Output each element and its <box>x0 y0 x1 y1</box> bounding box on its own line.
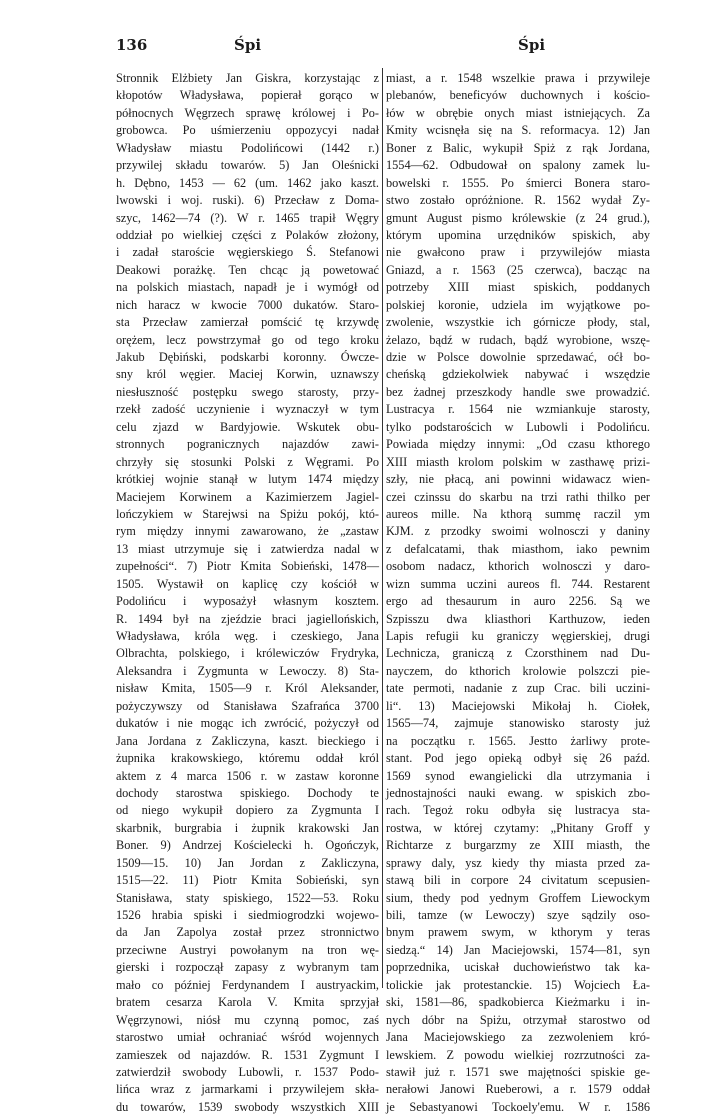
text-line: bez żadnej przeszkody handle swe prowadzić. <box>386 384 650 399</box>
text-line: Lechnicza, graniczą z Czorsthinem nad Du- <box>386 646 650 661</box>
text-line: pożyczywszy od Stanisława Szafrańca 3700 <box>116 698 379 713</box>
text-line: niesłuszność postępku swego starosty, przy- <box>116 384 379 399</box>
text-line: Podolińcu i wyposażył własnym kosztem. <box>116 594 379 609</box>
page-number: 136 <box>116 36 148 54</box>
text-line: bowelski r. 1555. Po śmierci Bonera staro- <box>386 175 650 190</box>
text-line: 1554—62. Odbudował on spalony zamek lu- <box>386 158 650 173</box>
text-line: stawił już r. 1571 swe majętności spiskie ge- <box>386 1064 650 1079</box>
text-line: li“. 13) Maciejowski Mikołaj h. Ciołek, <box>386 698 650 713</box>
text-line: Maciejem Korwinem a Kazimierzem Jagiel- <box>116 489 379 504</box>
text-line: lińca wraz z jarmarkami i przywilejem skła- <box>116 1082 379 1097</box>
text-line: szyc, 1462—74 (?). W r. 1465 trapił Węgry <box>116 210 379 225</box>
text-line: Boner. 9) Andrzej Kościelecki h. Ogończyk, <box>116 838 379 853</box>
text-line: zatwierdził swobody Lubowli, r. 1537 Podo- <box>116 1064 379 1079</box>
text-line: sta Przecław zamierzał pomścić tę krzywdę <box>116 315 379 330</box>
text-line: Olbrachta, polskiego, i królewiczów Frydryka, <box>116 646 379 661</box>
text-line: da Jan Zapolya został przez stronnictwo <box>116 925 379 940</box>
text-line: szły, nie płacą, ani powinni widawacz wien- <box>386 472 650 487</box>
text-line: je Sebastyanowi Tockoely'emu. W r. 1586 <box>386 1099 650 1114</box>
text-line: Deakowi porażkę. Ten chcąc ją powetować <box>116 262 379 277</box>
text-line: Jakub Dębiński, podskarbi koronny. Ówcze- <box>116 350 379 364</box>
left-text-column <box>116 70 379 1116</box>
text-line: Kmity wcisnęła się na S. reformacya. 12) Jan <box>386 123 650 138</box>
text-line: bnym prawem swym, w kthorym y teras <box>386 925 650 940</box>
text-line: nych dóbr na Spiżu, otrzymał starostwo od <box>386 1012 650 1027</box>
text-line: h. Dębno, 1453 — 62 (um. 1462 jako kaszt. <box>116 175 379 190</box>
text-line: przeciwne Austryi powołanym na tron wę- <box>116 942 379 957</box>
text-line: rzekł zadość uczynienie i wyznaczył w tym <box>116 402 379 417</box>
text-line: północnych Węgrzech sprawę królowej i Po- <box>116 105 379 120</box>
text-line: nich haracz w kwocie 7000 dukatów. Staro- <box>116 297 379 312</box>
text-line: Węgrzynowi, niósł mu czynną pomoc, zaś <box>116 1012 379 1027</box>
text-line: R. 1494 był na zjeździe braci jagiellońskich, <box>116 611 379 626</box>
text-line: stronnych pogranicznych najazdów zawi- <box>116 437 379 452</box>
text-line: zwolenie, wszystkie ich górnicze płody, stal, <box>386 315 650 330</box>
text-line: plebanów, beneficyów duchownych i kościo- <box>386 88 650 103</box>
text-line: 1569 synod ewangielicki dla utrzymania i <box>386 768 650 783</box>
text-line: KJM. z przodky swoimi wolnosczi y daniny <box>386 524 650 539</box>
text-line: dochody starostwa spiskiego. Dochody te <box>116 785 379 800</box>
text-line: Richtarze z burgarzmy ze XIII miasth, the <box>386 838 650 853</box>
text-line: Gniazd, a r. 1563 (25 czerwca), bacząc na <box>386 262 650 277</box>
text-line: 1505. Wystawił on kaplicę czy kościół w <box>116 576 379 591</box>
text-line: Powiada między innymi: „Od czasu kthorego <box>386 437 650 452</box>
text-line: nerałowi Janowi Rueberowi, a r. 1579 oddał <box>386 1082 650 1097</box>
text-line: lwowski i woj. ruski). 6) Przecław z Doma- <box>116 193 379 208</box>
text-line: 1565—74, zajmuje stanowisko starosty już <box>386 716 650 731</box>
text-line: celu zjazd w Bardyjowie. Wskutek obu- <box>116 419 379 434</box>
text-line: zamieszek od najazdów. R. 1531 Zygmunt I <box>116 1047 379 1062</box>
left-running-head: Śpi <box>234 36 262 54</box>
text-line: bili, tamze (w Lewoczy) szye sądzily oso- <box>386 908 650 922</box>
column-divider <box>382 68 383 988</box>
text-line: i zadał staroście węgierskiego Ś. Stefanowi <box>116 245 379 260</box>
text-line: przywilej składu towarów. 5) Jan Oleśnicki <box>116 158 379 173</box>
right-running-head: Śpi <box>518 36 546 54</box>
text-line: siedzą.“ 14) Jan Maciejowski, 1574—81, syn <box>386 942 650 957</box>
text-line: gierski i rozpoczął zapasy z wybranym tam <box>116 960 379 975</box>
text-line: sium, thedy pod yednym Groffem Liewockym <box>386 890 650 905</box>
text-line: 1509—15. 10) Jan Jordan z Zakliczyna, <box>116 855 379 870</box>
text-line: gmunt August pismo królewskie (z 24 grud.), <box>386 210 650 225</box>
text-line: potrzeby XIII miast spiskich, poddanych <box>386 280 650 295</box>
text-line: czei czinssu do skarbu na trzi rathi thilko per <box>386 489 650 504</box>
text-line: ergo ad thesaurum in auro 2256. Są we <box>386 594 650 609</box>
text-line: skarbnik, burgrabia i żupnik krakowski Jan <box>116 820 379 835</box>
text-line: na polskich miastach, napadł je i wymógł od <box>116 280 379 295</box>
text-line: Stronnik Elżbiety Jan Giskra, korzystając z <box>116 71 379 85</box>
text-line: polskiej koronie, udziela im wyjątkowe po- <box>386 297 650 312</box>
text-line: od niego wykupił dopiero za Zygmunta I <box>116 803 379 818</box>
text-line: ski, 1581—86, spadkobierca Kieżmarku i in- <box>386 995 650 1010</box>
text-line: Jana Maciejowskiego za zezwoleniem kró- <box>386 1030 650 1045</box>
text-line: du towarów, 1539 swobody wszystkich XIII <box>116 1099 379 1114</box>
page-header <box>116 36 636 56</box>
text-line: dukatów i nie mogąc ich zwrócić, pożyczył od <box>116 716 379 731</box>
text-line: 1526 hrabia spiski i siedmiogrodzki wojewo- <box>116 908 379 922</box>
text-line: rach. Tegoż roku odbyła się lustracya sta- <box>386 803 650 818</box>
text-line: osobom nadacz, kthorich wolnosczi y daro- <box>386 559 650 574</box>
text-line: tate permoti, nadanie z zup Crac. bili uczini- <box>386 681 650 696</box>
text-line: nayczem, do kthorich krolowie polszczi pie- <box>386 663 650 678</box>
text-line: stwo zostało opróżnione. R. 1562 wydał Zy- <box>386 193 650 208</box>
text-line: jednostajności nauki ewang. w spiskich zbo- <box>386 785 650 800</box>
text-line: Boner z Balic, wykupił Spiż z rąk Jordana, <box>386 140 650 155</box>
text-line: Aleksandra i Zygmunta w Lewoczy. 8) Sta- <box>116 663 379 678</box>
text-line: Władysław miastu Podolińcowi (1442 r.) <box>116 140 379 155</box>
text-line: poprzednika, uciskał duchowieństwo tak ka- <box>386 960 650 975</box>
text-line: zupełności“. 7) Piotr Kmita Sobieński, 1478— <box>116 559 379 574</box>
text-line: cheńską gdziekolwiek nabywać i wszędzie <box>386 367 650 382</box>
text-line: krótkiej wojnie stanął w lutym 1474 między <box>116 472 379 487</box>
text-line: którym upomina urzędników spiskich, aby <box>386 227 650 242</box>
text-line: lończykiem w Starejwsi na Spiżu pokój, któ- <box>116 506 379 521</box>
text-line: stawą bili in corpore 24 civitatum scepusien- <box>386 873 650 888</box>
right-text-column <box>386 70 650 1116</box>
text-line: nie gwałcono praw i przywilejów miasta <box>386 245 650 260</box>
text-line: Władysława, króla węg. i czeskiego, Jana <box>116 629 379 643</box>
text-line: chrzyły się stosunki Polski z Węgrami. Po <box>116 454 379 469</box>
text-line: aureos mille. Na kthorą summę raczil ym <box>386 506 650 521</box>
text-line: XIII miasth krolom polskim w zasthawę prizi- <box>386 454 650 469</box>
text-line: żupnika krakowskiego, któremu oddał król <box>116 751 379 766</box>
text-line: kłopotów Władysława, popierał gorąco w <box>116 88 379 103</box>
text-line: Lapis refugii ku graniczy węgierskiej, drugi <box>386 629 650 643</box>
text-line: wizn summa uczini aureos fl. 744. Restarent <box>386 576 650 591</box>
text-line: sprawy daly, ysz kiedy thy miasta przed za- <box>386 855 650 870</box>
text-line: bratem cesarza Karola V. Kmita sprzyjał <box>116 995 379 1010</box>
text-line: dzie w Polsce dowolnie sprzedawać, oćł bo- <box>386 350 650 364</box>
text-line: rostwa, w której czytamy: „Phitany Groff y <box>386 820 650 835</box>
text-line: grobowca. Po uśmierzeniu oppozycyi nadał <box>116 123 379 138</box>
text-line: z defalcatami, thak miasthom, iako pewnim <box>386 541 650 556</box>
text-line: mało co później Ferdynandem I austryackim, <box>116 977 379 992</box>
text-line: 13 miast utrzymuje się i zatwierdza nadal w <box>116 541 379 556</box>
text-line: łów w obrębie onych miast istniejących. Za <box>386 105 650 120</box>
text-line: stant. Pod jego opieką odbył się 26 paźd. <box>386 751 650 766</box>
text-line: rym między innymi zawarowano, że „zastaw <box>116 524 379 539</box>
text-line: orężem, lecz powstrzymał go od tego kroku <box>116 332 379 347</box>
text-line: Stanisława, staty spiskiego, 1522—53. Roku <box>116 890 379 905</box>
text-line: nisław Kmita, 1505—9 r. Król Aleksander, <box>116 681 379 696</box>
text-line: oddział po wielkiej części z Polaków złożony, <box>116 227 379 242</box>
text-line: Jana Jordana z Zakliczyna, kaszt. bieckiego i <box>116 733 379 748</box>
text-line: tylko podstarościch w Lubowli i Podolińcu. <box>386 419 650 434</box>
text-line: aktem z 4 marca 1506 r. w zastaw koronne <box>116 768 379 783</box>
text-line: Szpisszu dwa kliasthori Karthuzow, ieden <box>386 611 650 626</box>
text-line: miast, a r. 1548 wszelkie prawa i przywileje <box>386 71 650 85</box>
text-line: sny król węgier. Maciej Korwin, uznawszy <box>116 367 379 382</box>
text-line: 1515—22. 11) Piotr Kmita Sobieński, syn <box>116 873 379 888</box>
text-line: starostwo umiał ochraniać wśród wojennych <box>116 1030 379 1045</box>
text-line: żelazo, bądź w rudach, bądź wyrobione, wszę- <box>386 332 650 347</box>
text-line: Lustracya r. 1564 nie wzmiankuje starosty, <box>386 402 650 417</box>
text-line: lewskiem. Z powodu wielkiej rozrzutności za- <box>386 1047 650 1062</box>
text-line: tolickie jak protestanckie. 15) Wojciech Ła- <box>386 977 650 992</box>
text-line: na początku r. 1565. Jestto żarliwy prote- <box>386 733 650 748</box>
